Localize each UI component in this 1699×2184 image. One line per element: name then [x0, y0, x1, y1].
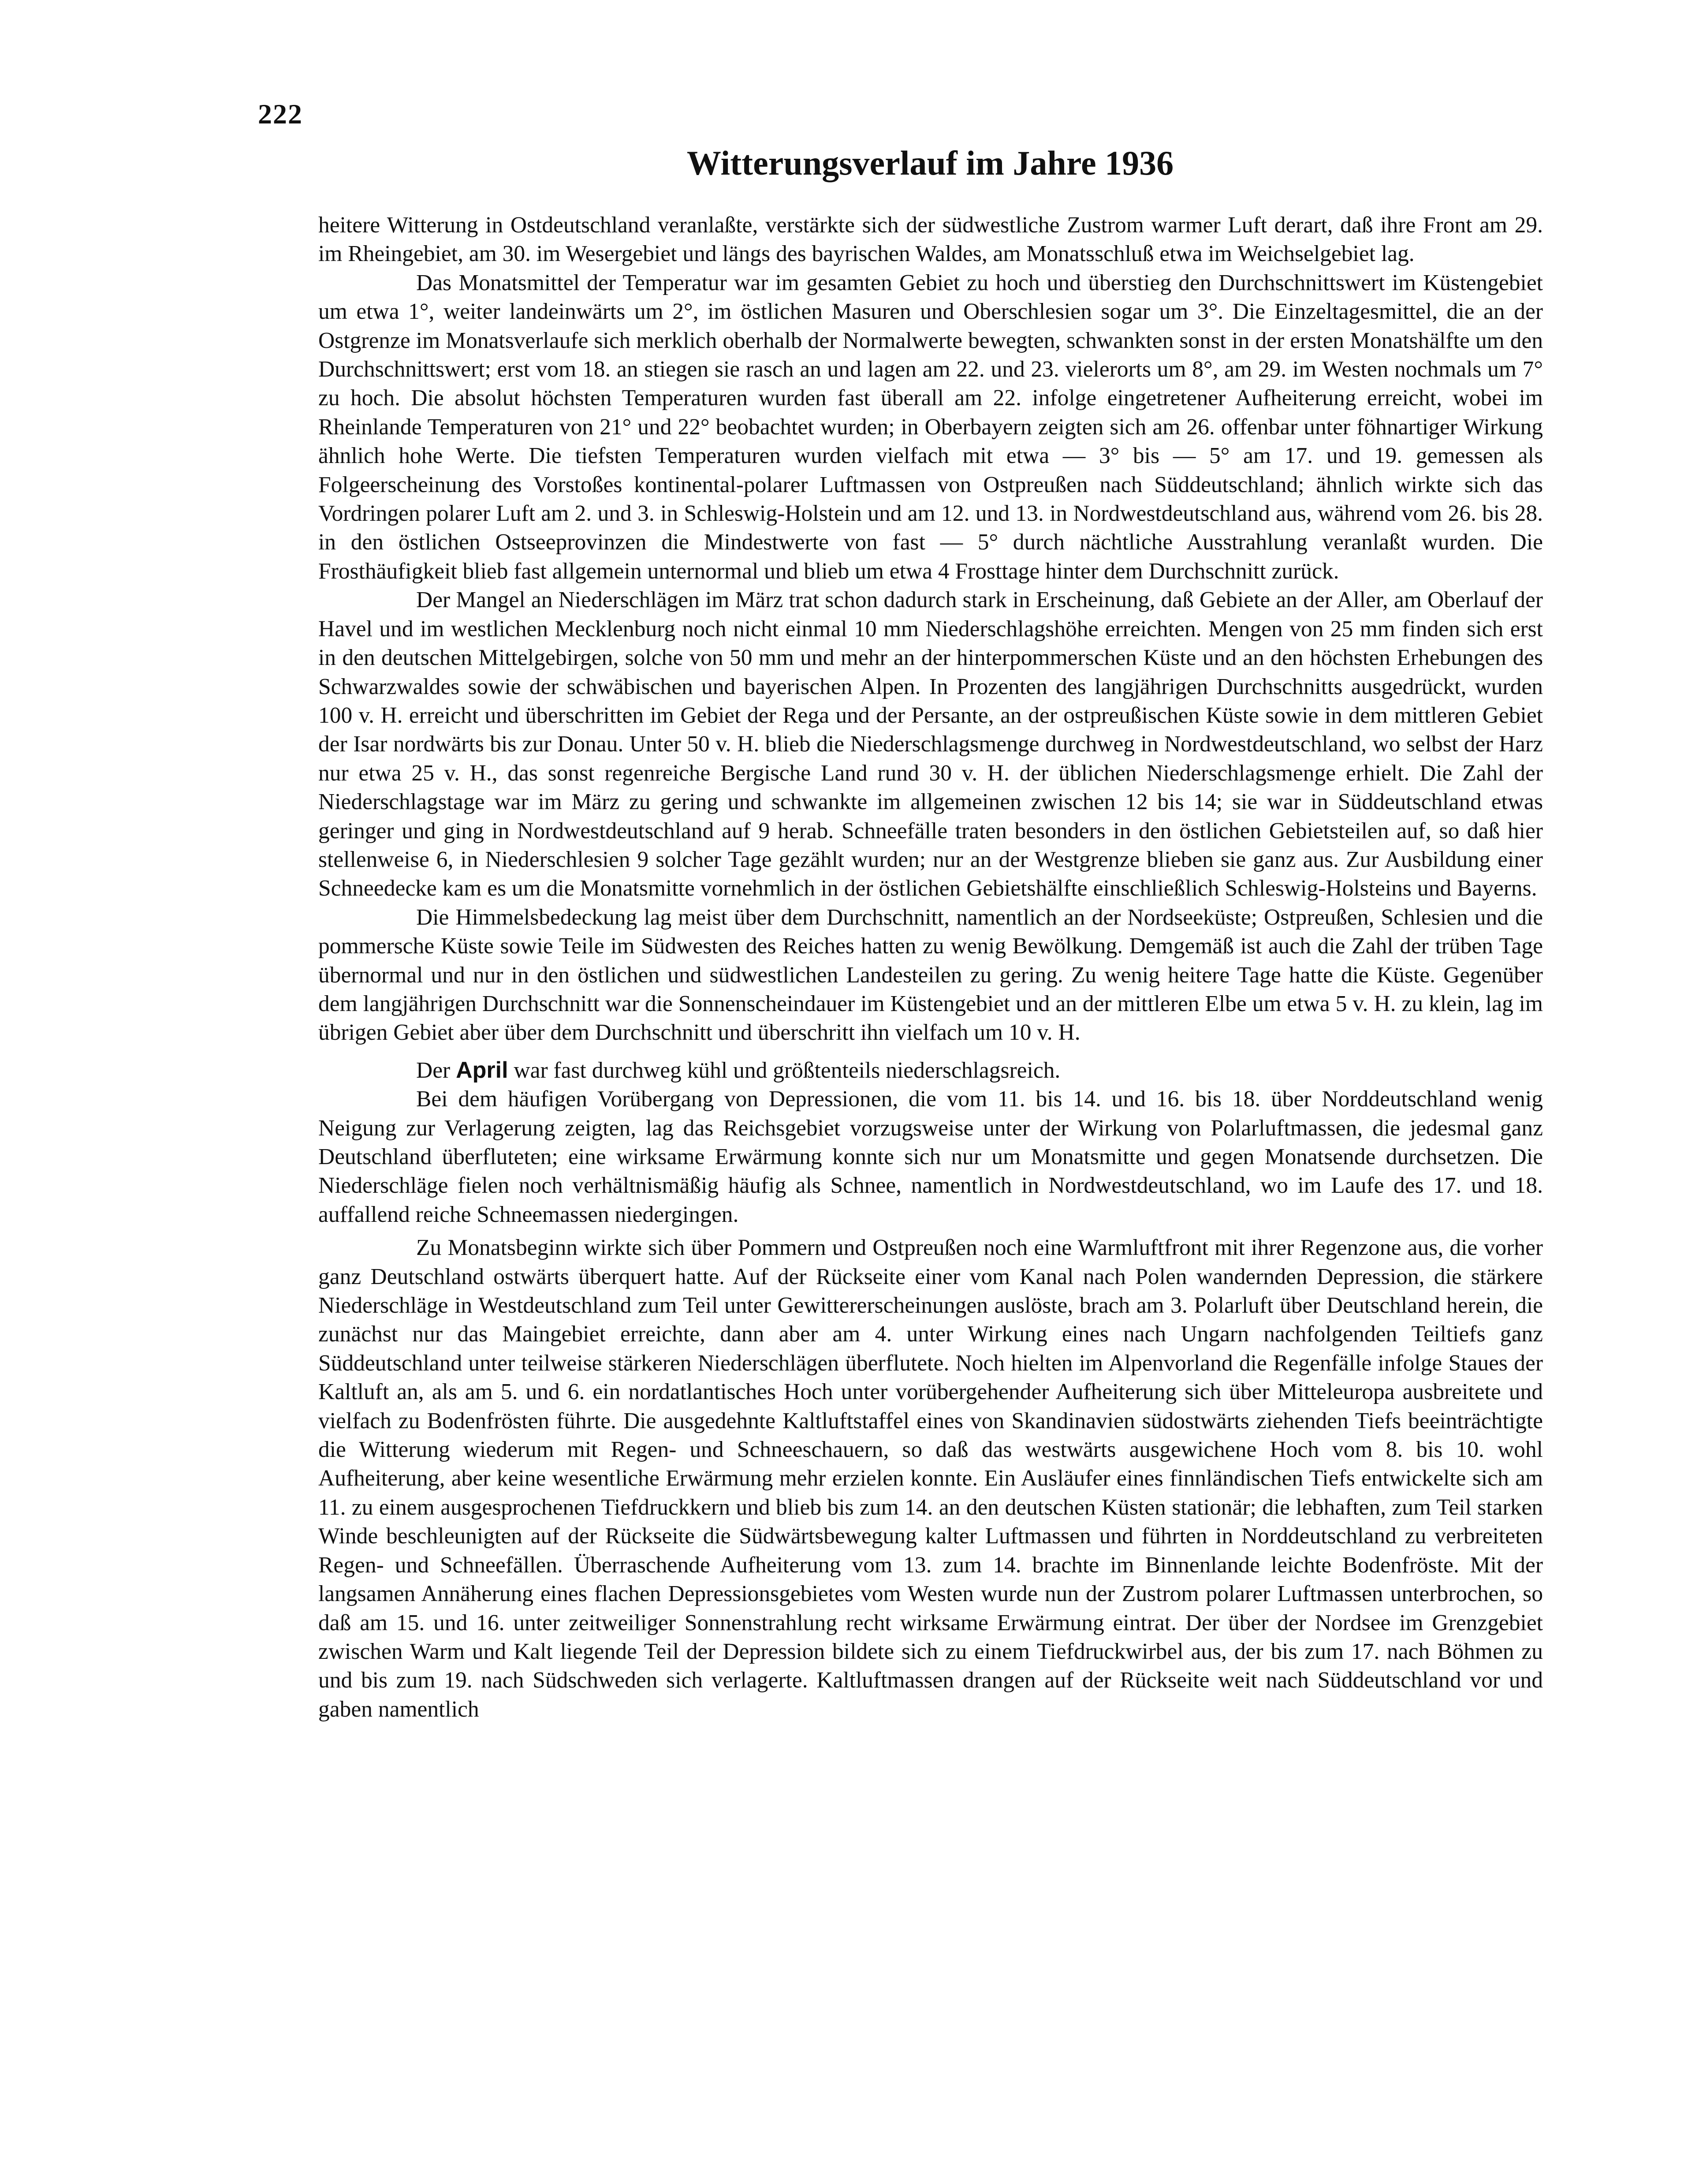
paragraph-april-chronology: Zu Monatsbeginn wirkte sich über Pommern und Ostpreußen noch eine Warmluftfront mit ihrer Regenzone aus, die vorher ganz Deutschland ostwärts überquert hatte. Auf der Rückseite einer vom Kanal nach Polen wandernden Depression, die stärkere Niederschläge in Westdeutschland zum Teil unter Gewittererscheinungen auslöste, brach am 3. Polarluft über Deutschland herein, die zunächst nur das Maingebiet erreichte, dann aber am 4. unter Wirkung eines nach Ungarn nachfolgenden Teiltiefs ganz Süddeutschland unter teilweise stärkeren Niederschlägen überflutete. Noch hielten im Alpenvorland die Regenfälle infolge Staues der Kaltluft an, als am 5. und 6. ein nordatlantisches Hoch unter vorübergehender Aufheiterung sich über Mitteleuropa ausbreitete und vielfach zu Bodenfrösten führte. Die ausgedehnte Kaltluftstaffel eines von Skandinavien südostwärts ziehenden Tiefs beeinträchtigte die Witterung wiederum mit Regen- und Schneeschauern, so daß das westwärts ausgewichene Hoch vom 8. bis 10. wohl Aufheiterung, aber keine wesentliche Erwärmung mehr erzielen konnte. Ein Ausläufer eines finnländischen Tiefs entwickelte sich am 11. zu einem ausgesprochenen Tiefdruckkern und blieb bis zum 14. an den deutschen Küsten stationär; die lebhaften, zum Teil starken Winde beschleunigten auf der Rückseite die Südwärtsbewegung kalter Luftmassen und führten in Norddeutschland zu verbreiteten Regen- und Schneefällen. Überraschende Aufheiterung vom 13. zum 14. brachte im Binnenlande leichte Bodenfröste. Mit der langsamen Annäherung eines flachen Depressionsgebietes vom Westen wurde nun der Zustrom polarer Luftmassen unterbrochen, so daß am 15. und 16. unter zeitweiliger Sonnenstrahlung recht wirksame Erwärmung eintrat. Der über der Nordsee im Grenzgebiet zwischen Warm und Kalt liegende Teil der Depression bildete sich zu einem Tiefdruckwirbel aus, der bis zum 17. nach Böhmen zu und bis zum 19. nach Südschweden sich verlagerte. Kaltluftmassen drangen auf der Rückseite weit nach Süddeutschland vor und gaben namentlich	[318, 1235, 1543, 1722]
paragraph-april-intro	[318, 1056, 1543, 1085]
paragraph-april-depressions: Bei dem häufigen Vorübergang von Depressionen, die vom 11. bis 14. und 16. bis 18. über Norddeutschland wenig Neigung zur Verlagerung zeigten, lag das Reichsgebiet vorzugsweise unter der Wirkung von Polarluftmassen, die jedesmal ganz Deutschland überfluteten; eine wirksame Erwärmung konnte sich nur um Monatsmitte und gegen Monatsende durchsetzen. Die Niederschläge fielen noch verhältnismäßig häufig als Schnee, namentlich in Nordwestdeutschland, wo im Laufe des 17. und 18. auffallend reiche Schneemassen niedergingen.	[318, 1086, 1543, 1227]
paragraph-cloud-cover: Die Himmelsbedeckung lag meist über dem Durchschnitt, namentlich an der Nordseeküste; Ostpreußen, Schlesien und die pommersche Küste sowie Teile im Südwesten des Reiches hatten zu wenig Bewölkung. Demgemäß ist auch die Zahl der trüben Tage übernormal und nur in den östlichen und südwestlichen Landesteilen zu gering. Zu wenig heitere Tage hatte die Küste. Gegenüber dem langjährigen Durchschnitt war die Sonnenscheindauer im Küstengebiet und an der mittleren Elbe um etwa 5 v. H. zu klein, lag im übrigen Gebiet aber über dem Durchschnitt und überschritt ihn vielfach um 10 v. H.	[318, 904, 1543, 1045]
paragraph-continuation: heitere Witterung in Ostdeutschland veranlaßte, verstärkte sich der südwestliche Zustrom warmer Luft derart, daß ihre Front am 29. im Rheingebiet, am 30. im Wesergebiet und längs des bayrischen Waldes, am Monatsschluß etwa im Weichselgebiet lag.	[318, 213, 1543, 267]
paragraph-precipitation: Der Mangel an Niederschlägen im März trat schon dadurch stark in Erscheinung, daß Gebiete an der Aller, am Oberlauf der Havel und im westlichen Mecklenburg noch nicht einmal 10 mm Niederschlagshöhe erreichten. Mengen von 25 mm finden sich erst in den deutschen Mittelgebirgen, solche von 50 mm und mehr an der hinterpommerschen Küste und an den höchsten Erhebungen des Schwarzwaldes sowie der schwäbischen und bayerischen Alpen. In Prozenten des langjährigen Durchschnitts ausgedrückt, wurden 100 v. H. erreicht und überschritten im Gebiet der Rega und der Persante, an der ostpreußischen Küste sowie in dem mittleren Gebiet der Isar nordwärts bis zur Donau. Unter 50 v. H. blieb die Niederschlagsmenge durchweg in Nordwestdeutschland, wo selbst der Harz nur etwa 25 v. H., das sonst regenreiche Bergische Land rund 30 v. H. der üblichen Niederschlagsmenge erhielt. Die Zahl der Niederschlagstage war im März zu gering und schwankte im allgemeinen zwischen 12 bis 14; sie war in Süddeutschland etwas geringer und ging in Nordwestdeutschland auf 9 herab. Schneefälle traten besonders in den östlichen Gebietsteilen auf, so daß hier stellenweise 6, in Niederschlesien 9 solcher Tage gezählt wurden; nur an der Westgrenze blieben sie ganz aus. Zur Ausbildung einer Schneedecke kam es um die Monatsmitte vornehmlich in der östlichen Gebietshälfte einschließlich Schleswig-Holsteins und Bayerns.	[318, 587, 1543, 901]
page-number: 222	[258, 98, 303, 130]
april-intro-suffix: war fast durchweg kühl und größtenteils niederschlagsreich.	[514, 1057, 1061, 1083]
april-intro-prefix: Der	[416, 1057, 451, 1083]
paragraph-temperature: Das Monatsmittel der Temperatur war im gesamten Gebiet zu hoch und überstieg den Durchschnittswert im Küstengebiet um etwa 1°, weiter landeinwärts um 2°, im östlichen Masuren und Oberschlesien sogar um 3°. Die Einzeltagesmittel, die an der Ostgrenze im Monatsverlaufe sich merklich oberhalb der Normalwerte bewegten, schwankten sonst in der ersten Monatshälfte um den Durchschnittswert; erst vom 18. an stiegen sie rasch an und lagen am 22. und 23. vielerorts um 8°, am 29. im Westen nochmals um 7° zu hoch. Die absolut höchsten Temperaturen wurden fast überall am 22. infolge eingetretener Aufheiterung erreicht, wobei im Rheinlande Temperaturen von 21° und 22° beobachtet wurden; in Oberbayern zeigten sich am 26. offenbar unter föhnartiger Wirkung ähnlich hohe Werte. Die tiefsten Temperaturen wurden vielfach mit etwa — 3° bis — 5° am 17. und 19. gemessen als Folgeerscheinung des Vorstoßes kontinental-polarer Luftmassen von Ostpreußen nach Süddeutschland; ähnlich wirkte sich das Vordringen polarer Luft am 2. und 3. in Schleswig-Holstein und am 12. und 13. in Nordwestdeutschland aus, während vom 26. bis 28. in den östlichen Ostseeprovinzen die Mindestwerte von fast — 5° durch nächtliche Ausstrahlung veranlaßt wurden. Die Frosthäufigkeit blieb fast allgemein unternormal und blieb um etwa 4 Frosttage hinter dem Durchschnitt zurück.	[318, 270, 1543, 584]
page-title: Witterungsverlauf im Jahre 1936	[686, 144, 1174, 182]
body-text	[318, 211, 1543, 1724]
month-heading-april: April	[456, 1057, 508, 1083]
